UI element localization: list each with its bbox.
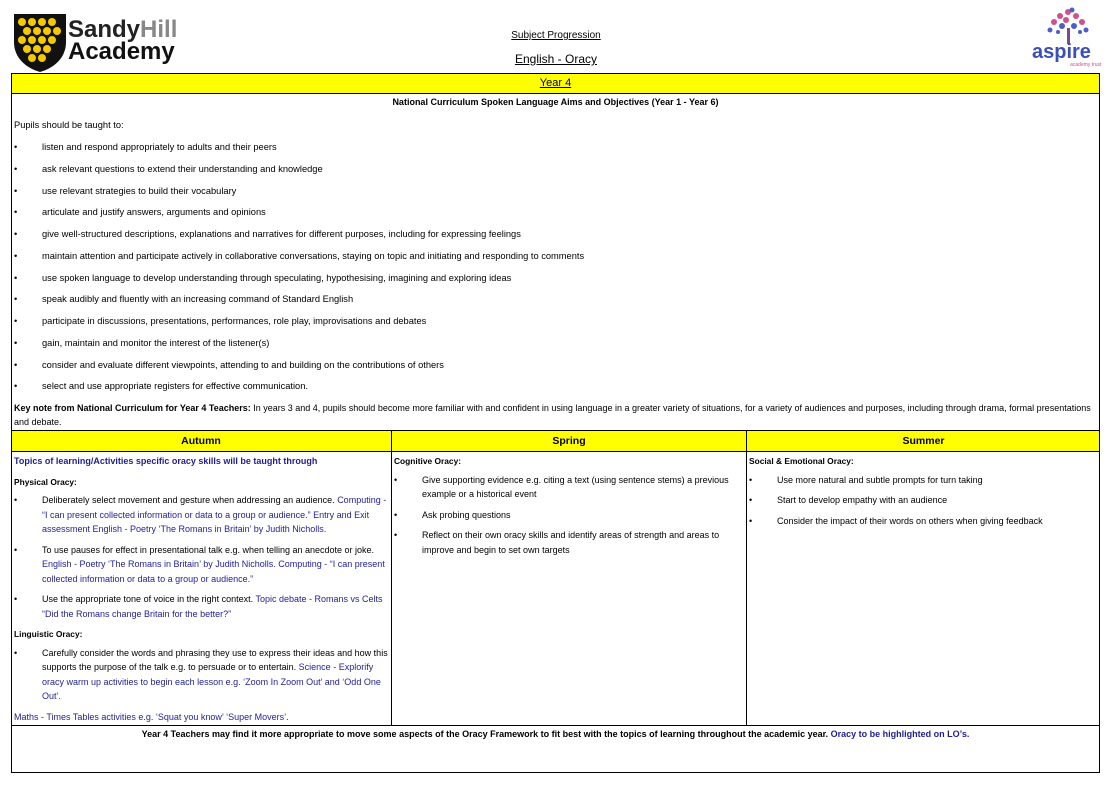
autumn-p2-link: English - Poetry ‘The Romans in Britain’ by Judith Nicholls. Computing - “I can present collected information or data to a group or audience.” (42, 559, 385, 584)
list-item: • To use pauses for effect in presentational talk e.g. when telling an anecdote or joke. English - Poetry ‘The Romans in Britain’ by Judith Nicholls. Computing - “I can present collected information or data to a group or audience.” (14, 544, 385, 584)
list-item: • Deliberately select movement and gesture when addressing an audience. Computing - “I can present collected information or data to a group or audience.” Entry and Exit assessment English - Poetry ‘The Romans in Britain’ by Judith Nicholls. (14, 495, 387, 534)
school-name-hill: Hill (140, 16, 178, 43)
trust-logo-subtext: academy trust (1070, 62, 1102, 68)
list-item: • Give supporting evidence e.g. citing a text (using sentence stems) a previous example or a historical event (394, 474, 729, 499)
linguistic-oracy-label: Linguistic Oracy: (14, 629, 83, 639)
list-item: • Reflect on their own oracy skills and identify areas of strength and areas to improve and begin to set own targets (394, 530, 720, 555)
subject-title: English - Oracy (514, 52, 598, 66)
nc-intro: Pupils should be taught to: (14, 120, 124, 130)
social-emotional-oracy-label: Social & Emotional Oracy: (749, 456, 854, 466)
season-summer: Summer (902, 435, 945, 447)
keynote-label: Key note from National Curriculum for Year 4 Teachers: (14, 403, 251, 413)
footer-highlight: Oracy to be highlighted on LO’s. (830, 729, 970, 739)
footer-text: Year 4 Teachers may find it more appropriate to move some aspects of the Oracy Framework to fit best with the topics of learning throughout the academic year. (141, 729, 831, 739)
list-item: • Use more natural and subtle prompts for turn taking (749, 474, 983, 485)
list-item: • Consider the impact of their words on others when giving feedback (749, 515, 1043, 526)
summer-column (749, 454, 1095, 534)
autumn-column (14, 454, 388, 724)
nc-title: National Curriculum Spoken Language Aims and Objectives (Year 1 - Year 6) (392, 97, 719, 107)
school-name-sandy: Sandy (68, 16, 141, 43)
school-name-academy: Academy (68, 38, 175, 65)
autumn-maths: Maths - Times Tables activities e.g. ‘Squat you know’ ‘Super Movers’. (14, 711, 289, 722)
tree-icon (1030, 6, 1106, 46)
season-spring: Spring (552, 435, 586, 447)
trust-logo (1030, 6, 1106, 70)
footer-note (11, 729, 1100, 739)
spring-column (394, 454, 740, 563)
school-logo (12, 12, 182, 74)
autumn-heading: Topics of learning/Activities specific oracy skills will be taught through (14, 456, 318, 466)
list-item: • Ask probing questions (394, 509, 511, 520)
cognitive-oracy-label: Cognitive Oracy: (394, 456, 462, 466)
trust-logo-text: aspire (1032, 41, 1091, 63)
year-title: Year 4 (539, 77, 572, 89)
keynote (14, 401, 1096, 429)
autumn-p3-link: Topic debate - Romans vs Celts “Did the Romans change Britain for the better?” (42, 594, 383, 619)
autumn-p1-link: Computing - “I can present collected information or data to a group or audience.” Entry and Exit assessment English - Poetry ‘The Romans in Britain’ by Judith Nicholls. (42, 495, 387, 534)
season-autumn: Autumn (181, 435, 221, 447)
keynote-text: In years 3 and 4, pupils should become more familiar with and confident in using language in a greater variety of situations, for a variety of audiences and purposes, including through drama, formal presentations and debate. (14, 403, 1091, 427)
autumn-l1-link: Science - Explorify oracy warm up activities to begin each lesson e.g. ‘Zoom In Zoom Out’ and ‘Odd One Out’. (42, 662, 381, 701)
physical-oracy-label: Physical Oracy: (14, 476, 77, 487)
list-item: • Start to develop empathy with an audience (749, 495, 948, 505)
list-item: • Use the appropriate tone of voice in the right context. Topic debate - Romans vs Celts “Did the Romans change Britain for the better?” (14, 594, 383, 619)
list-item: • Carefully consider the words and phrasing they use to express their ideas and how this supports the purpose of the talk e.g. to persuade or to entertain. Science - Explorify oracy warm up activities to begin each lesson e.g. ‘Zoom In Zoom Out’ and ‘Odd One Out’. (14, 647, 388, 701)
subject-progression-title: Subject Progression (511, 30, 601, 41)
